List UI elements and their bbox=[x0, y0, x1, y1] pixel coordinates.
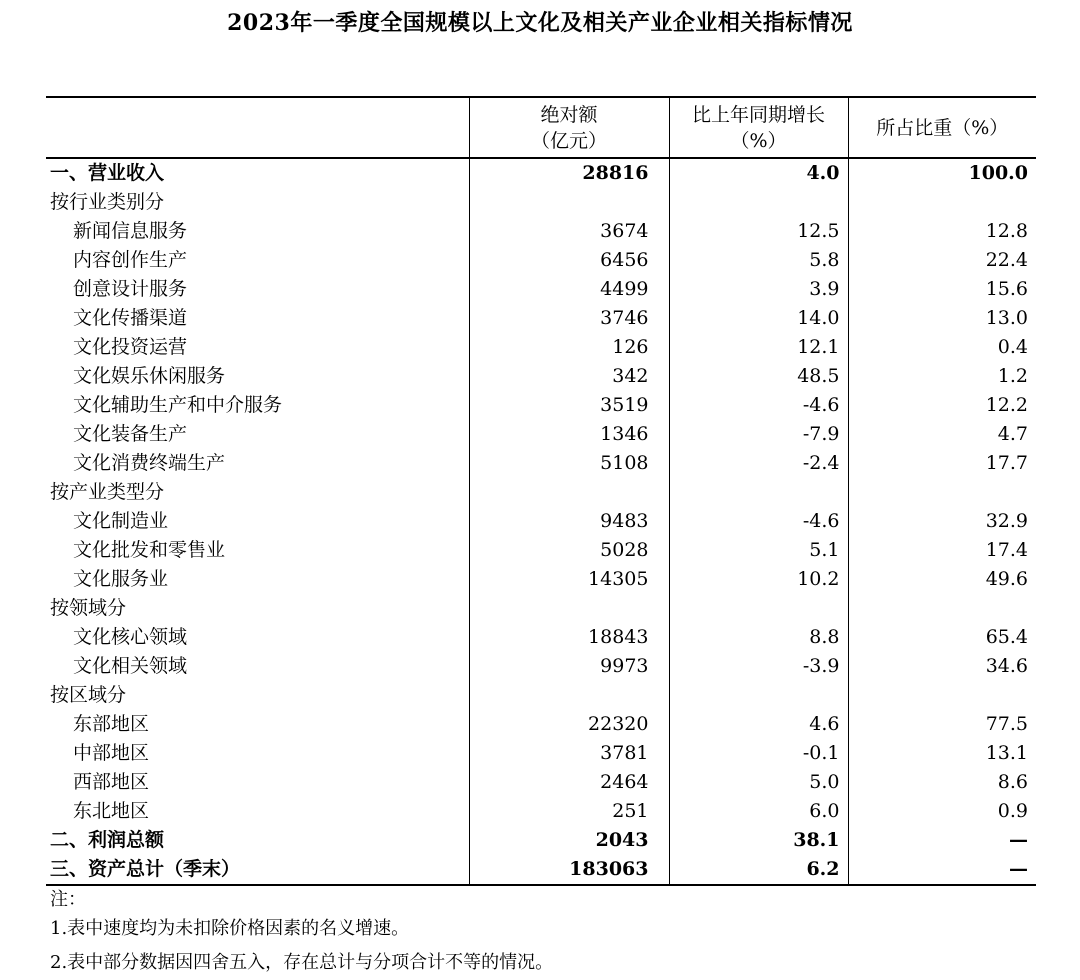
row-label: 按产业类型分 bbox=[50, 481, 165, 503]
row-label: 按行业类别分 bbox=[50, 191, 165, 213]
row-share: 0.9 bbox=[848, 797, 1036, 826]
row-yoy-growth bbox=[669, 594, 848, 623]
row-share: 22.4 bbox=[848, 246, 1036, 275]
table-row bbox=[46, 565, 1036, 594]
row-absolute-amount: 5028 bbox=[469, 536, 669, 565]
row-yoy-growth: 6.2 bbox=[669, 855, 848, 885]
row-label: 新闻信息服务 bbox=[73, 220, 188, 242]
note-item: 2.表中部分数据因四舍五入，存在总计与分项合计不等的情况。 bbox=[50, 952, 554, 973]
table-row bbox=[46, 449, 1036, 478]
row-label: 按区域分 bbox=[50, 684, 127, 706]
header-absolute-amount-label: 绝对额 bbox=[540, 103, 598, 126]
row-share bbox=[848, 681, 1036, 710]
row-label: 一、营业收入 bbox=[50, 162, 165, 184]
row-label: 文化制造业 bbox=[73, 510, 169, 532]
table-row bbox=[46, 710, 1036, 739]
row-share: 4.7 bbox=[848, 420, 1036, 449]
row-label: 文化传播渠道 bbox=[73, 307, 188, 329]
row-absolute-amount: 9973 bbox=[469, 652, 669, 681]
row-share: 15.6 bbox=[848, 275, 1036, 304]
row-yoy-growth: 10.2 bbox=[669, 565, 848, 594]
row-share: 17.7 bbox=[848, 449, 1036, 478]
row-label: 创意设计服务 bbox=[73, 278, 188, 300]
row-absolute-amount: 4499 bbox=[469, 275, 669, 304]
table-row bbox=[46, 768, 1036, 797]
header-share: 所占比重（%） bbox=[848, 97, 1036, 158]
row-share: 12.8 bbox=[848, 217, 1036, 246]
table-row bbox=[46, 362, 1036, 391]
row-yoy-growth: 12.1 bbox=[669, 333, 848, 362]
header-absolute-amount-unit: （亿元） bbox=[530, 129, 607, 152]
row-share: 0.4 bbox=[848, 333, 1036, 362]
row-yoy-growth: 5.8 bbox=[669, 246, 848, 275]
row-yoy-growth: -7.9 bbox=[669, 420, 848, 449]
row-yoy-growth: 14.0 bbox=[669, 304, 848, 333]
row-label: 按领域分 bbox=[50, 597, 127, 619]
row-absolute-amount bbox=[469, 188, 669, 217]
row-absolute-amount: 251 bbox=[469, 797, 669, 826]
row-absolute-amount: 28816 bbox=[469, 158, 669, 188]
row-share: 77.5 bbox=[848, 710, 1036, 739]
table-body bbox=[46, 158, 1036, 885]
row-absolute-amount: 2043 bbox=[469, 826, 669, 855]
header-blank-cell bbox=[46, 97, 469, 158]
row-absolute-amount bbox=[469, 594, 669, 623]
row-absolute-amount: 6456 bbox=[469, 246, 669, 275]
table-row bbox=[46, 623, 1036, 652]
row-absolute-amount: 9483 bbox=[469, 507, 669, 536]
row-yoy-growth: 5.1 bbox=[669, 536, 848, 565]
row-label: 文化娱乐休闲服务 bbox=[73, 365, 226, 387]
row-label: 文化投资运营 bbox=[73, 336, 188, 358]
row-share bbox=[848, 478, 1036, 507]
row-share: — bbox=[848, 826, 1036, 855]
table-row bbox=[46, 391, 1036, 420]
row-yoy-growth: 3.9 bbox=[669, 275, 848, 304]
row-share: 32.9 bbox=[848, 507, 1036, 536]
row-label: 文化相关领域 bbox=[73, 655, 188, 677]
table-row bbox=[46, 652, 1036, 681]
notes bbox=[50, 888, 553, 980]
row-absolute-amount bbox=[469, 478, 669, 507]
row-absolute-amount: 18843 bbox=[469, 623, 669, 652]
row-share: — bbox=[848, 855, 1036, 885]
table-row bbox=[46, 217, 1036, 246]
table-row bbox=[46, 478, 1036, 507]
row-yoy-growth: 38.1 bbox=[669, 826, 848, 855]
table-row bbox=[46, 507, 1036, 536]
row-share: 17.4 bbox=[848, 536, 1036, 565]
table-row bbox=[46, 420, 1036, 449]
row-share: 8.6 bbox=[848, 768, 1036, 797]
row-absolute-amount: 3674 bbox=[469, 217, 669, 246]
row-yoy-growth bbox=[669, 681, 848, 710]
row-label: 中部地区 bbox=[73, 742, 150, 764]
row-share: 49.6 bbox=[848, 565, 1036, 594]
row-yoy-growth: -3.9 bbox=[669, 652, 848, 681]
table-row bbox=[46, 594, 1036, 623]
notes-heading: 注： bbox=[50, 889, 86, 910]
row-yoy-growth: 6.0 bbox=[669, 797, 848, 826]
page-title: 2023年一季度全国规模以上文化及相关产业企业相关指标情况 bbox=[227, 10, 853, 36]
row-absolute-amount: 126 bbox=[469, 333, 669, 362]
row-absolute-amount: 5108 bbox=[469, 449, 669, 478]
row-label: 二、利润总额 bbox=[50, 829, 165, 851]
header-yoy-growth bbox=[669, 97, 848, 158]
row-absolute-amount: 2464 bbox=[469, 768, 669, 797]
table-row bbox=[46, 158, 1036, 188]
row-share: 13.0 bbox=[848, 304, 1036, 333]
row-share bbox=[848, 188, 1036, 217]
row-yoy-growth bbox=[669, 478, 848, 507]
table-row bbox=[46, 536, 1036, 565]
row-absolute-amount: 14305 bbox=[469, 565, 669, 594]
row-label: 西部地区 bbox=[73, 771, 150, 793]
row-share: 12.2 bbox=[848, 391, 1036, 420]
row-share bbox=[848, 594, 1036, 623]
table-row bbox=[46, 333, 1036, 362]
table-row bbox=[46, 826, 1036, 855]
row-yoy-growth: 4.6 bbox=[669, 710, 848, 739]
row-absolute-amount: 3746 bbox=[469, 304, 669, 333]
row-yoy-growth: -0.1 bbox=[669, 739, 848, 768]
row-absolute-amount bbox=[469, 681, 669, 710]
row-yoy-growth: -4.6 bbox=[669, 391, 848, 420]
row-absolute-amount: 342 bbox=[469, 362, 669, 391]
row-label: 内容创作生产 bbox=[73, 249, 188, 271]
row-label: 东部地区 bbox=[73, 713, 150, 735]
header-yoy-growth-unit: （%） bbox=[730, 129, 787, 152]
table-row bbox=[46, 275, 1036, 304]
note-item: 1.表中速度均为未扣除价格因素的名义增速。 bbox=[50, 918, 410, 939]
table-row bbox=[46, 304, 1036, 333]
row-absolute-amount: 183063 bbox=[469, 855, 669, 885]
header-yoy-growth-label: 比上年同期增长 bbox=[691, 103, 825, 126]
row-share: 65.4 bbox=[848, 623, 1036, 652]
row-yoy-growth: 8.8 bbox=[669, 623, 848, 652]
row-label: 文化批发和零售业 bbox=[73, 539, 226, 561]
row-share: 1.2 bbox=[848, 362, 1036, 391]
table-header-row bbox=[46, 97, 1036, 158]
row-yoy-growth: 48.5 bbox=[669, 362, 848, 391]
row-label: 文化消费终端生产 bbox=[73, 452, 226, 474]
row-label: 文化核心领域 bbox=[73, 626, 188, 648]
row-share: 100.0 bbox=[848, 158, 1036, 188]
row-yoy-growth: -4.6 bbox=[669, 507, 848, 536]
row-yoy-growth: -2.4 bbox=[669, 449, 848, 478]
row-absolute-amount: 22320 bbox=[469, 710, 669, 739]
table-row bbox=[46, 797, 1036, 826]
table-row bbox=[46, 188, 1036, 217]
table-row bbox=[46, 855, 1036, 885]
row-absolute-amount: 3781 bbox=[469, 739, 669, 768]
row-label: 文化装备生产 bbox=[73, 423, 188, 445]
table-row bbox=[46, 246, 1036, 275]
header-absolute-amount bbox=[469, 97, 669, 158]
row-yoy-growth: 12.5 bbox=[669, 217, 848, 246]
row-label: 东北地区 bbox=[73, 800, 150, 822]
row-absolute-amount: 1346 bbox=[469, 420, 669, 449]
row-share: 34.6 bbox=[848, 652, 1036, 681]
table-row bbox=[46, 681, 1036, 710]
row-yoy-growth bbox=[669, 188, 848, 217]
table-row bbox=[46, 739, 1036, 768]
row-share: 13.1 bbox=[848, 739, 1036, 768]
row-yoy-growth: 4.0 bbox=[669, 158, 848, 188]
row-label: 三、资产总计（季末） bbox=[50, 858, 241, 880]
row-label: 文化服务业 bbox=[73, 568, 169, 590]
row-absolute-amount: 3519 bbox=[469, 391, 669, 420]
row-yoy-growth: 5.0 bbox=[669, 768, 848, 797]
row-label: 文化辅助生产和中介服务 bbox=[73, 394, 283, 416]
indicator-table bbox=[46, 96, 1036, 886]
